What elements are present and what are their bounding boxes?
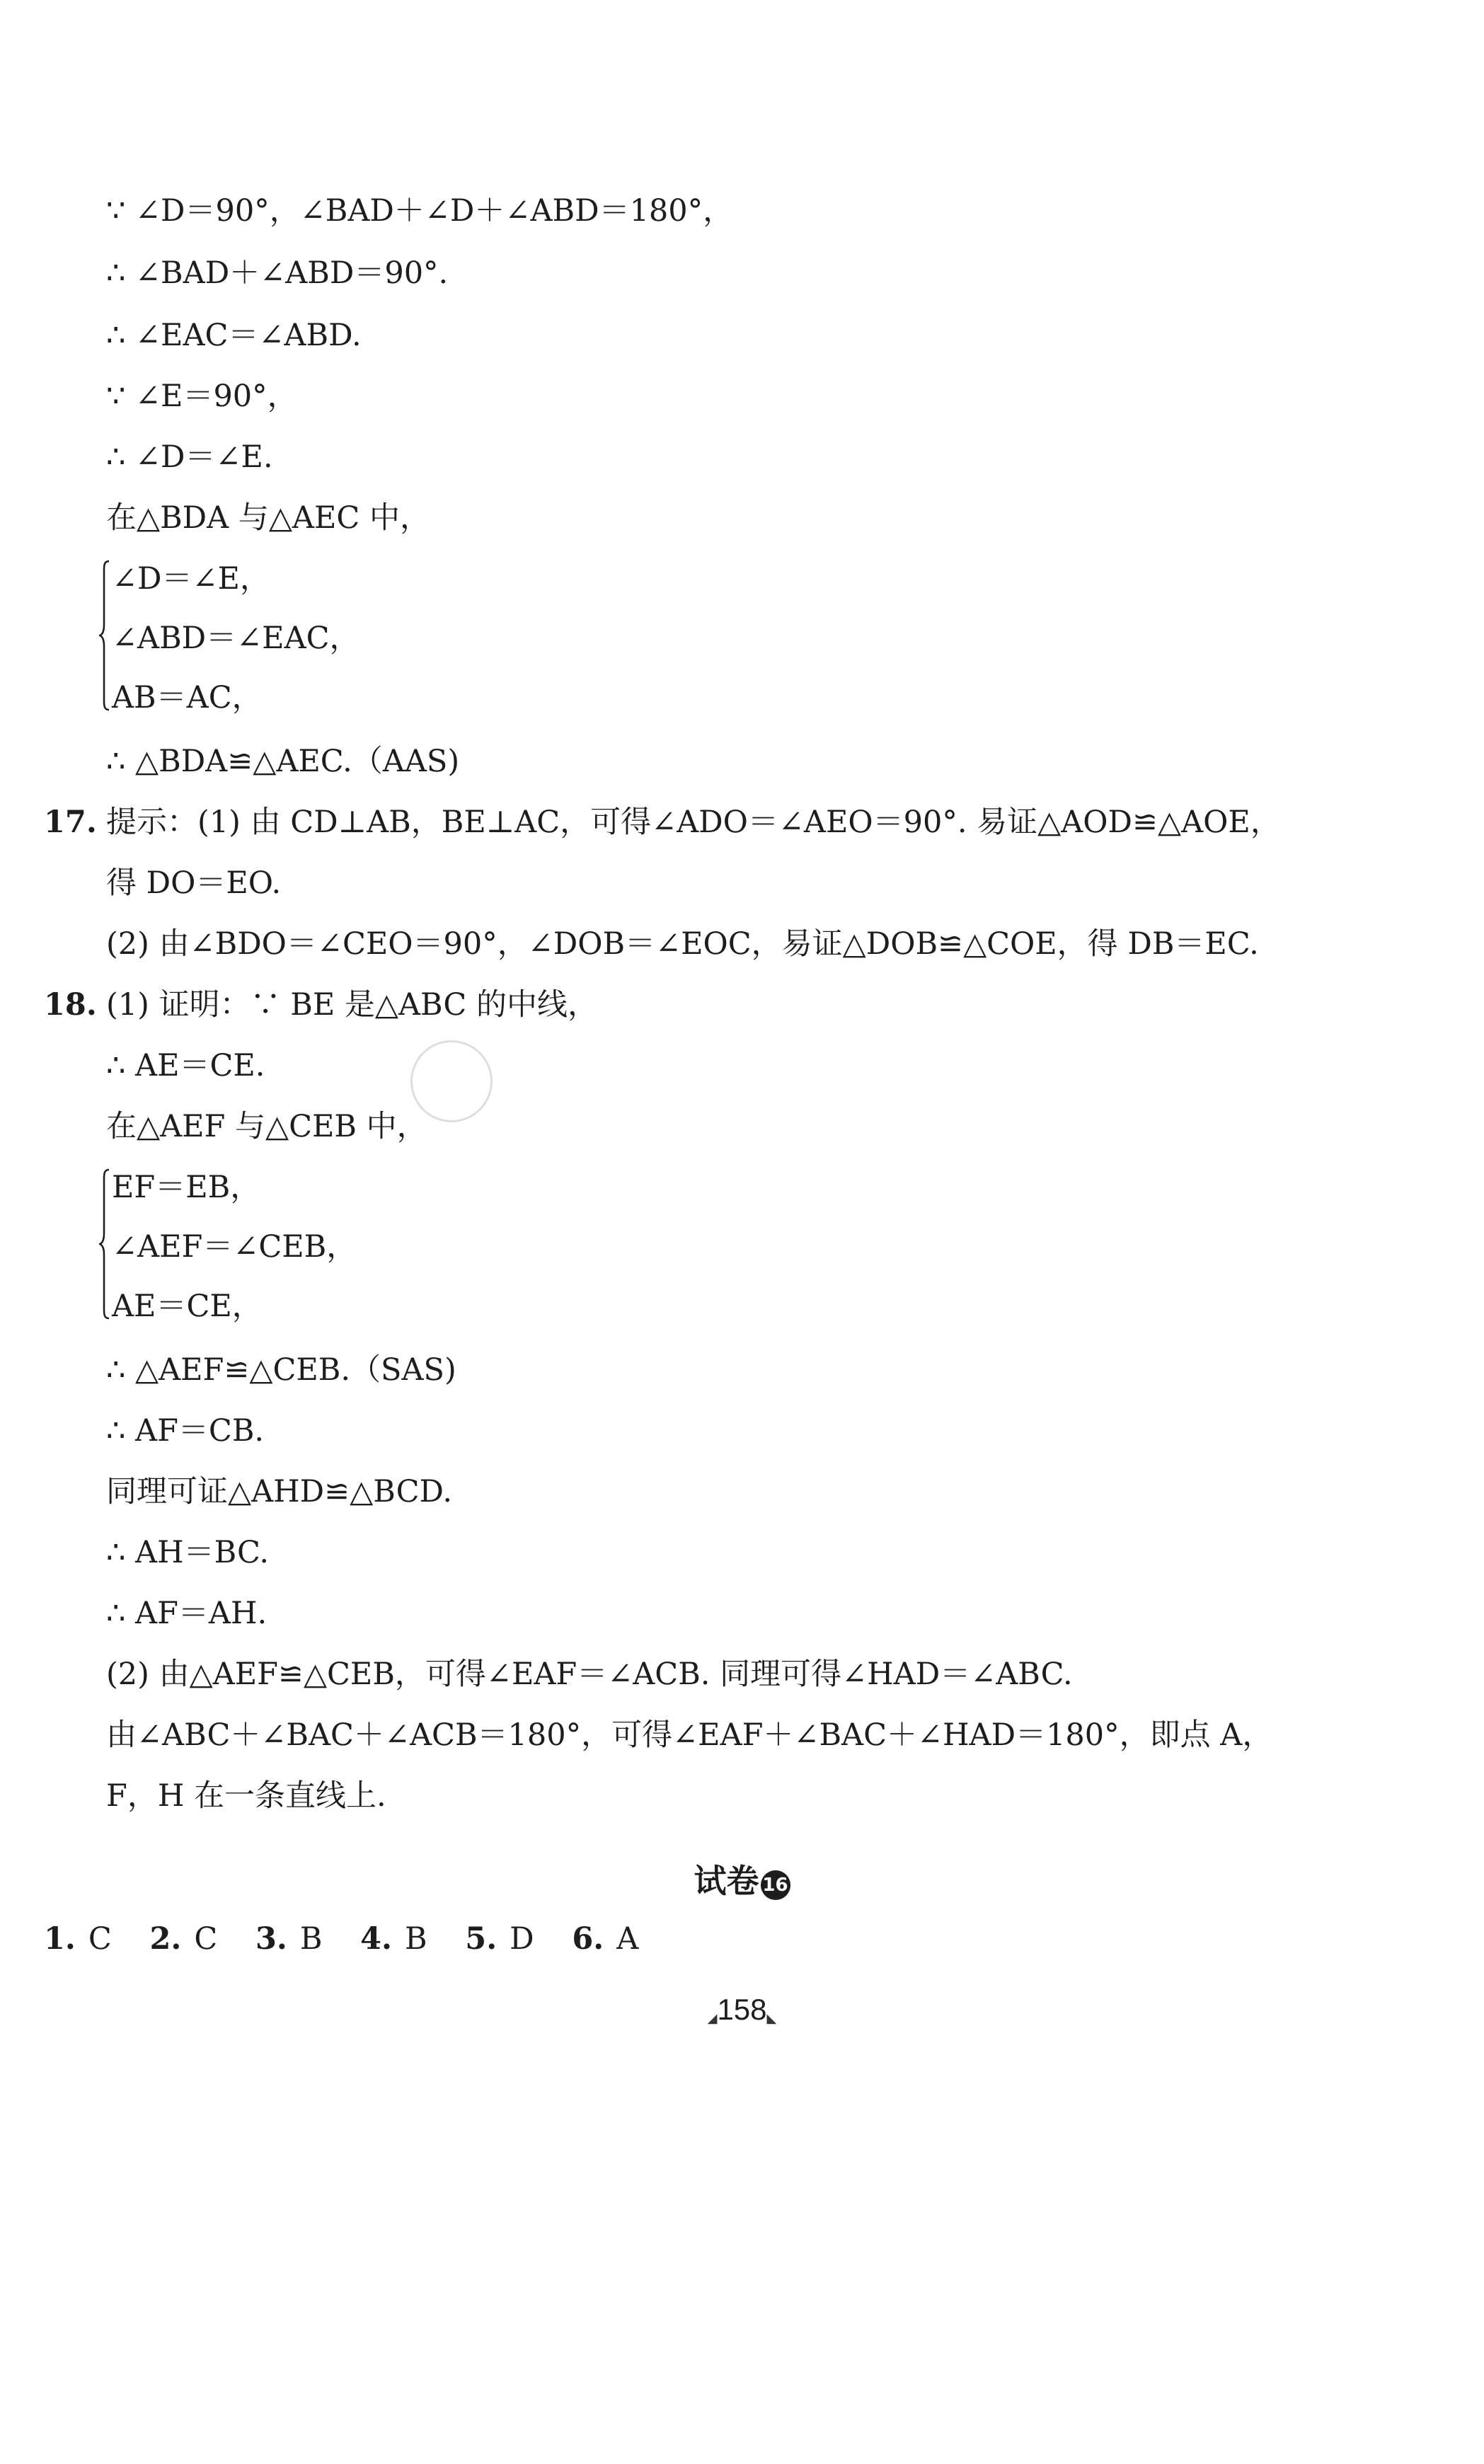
page-number: ◢158◣ [707, 1993, 777, 2026]
equation-system-1 [0, 558, 637, 715]
left-brace-icon [99, 1168, 110, 1320]
q18-line-7: ∴ AH＝BC. [106, 1535, 270, 1570]
proof-line-2: ∴ ∠BAD＋∠ABD＝90°. [106, 255, 449, 291]
system-1-eq-3: AB＝AC， [112, 680, 263, 715]
answer-item: 3. B [255, 1921, 323, 1957]
answer-item: 4. B [360, 1921, 427, 1957]
answer-item: 5. D [465, 1921, 534, 1957]
q17-line-2: 得 DO＝EO. [106, 865, 282, 901]
proof-line-3: ∴ ∠EAC＝∠ABD. [106, 318, 362, 353]
proof-line-5: ∴ ∠D＝∠E. [106, 439, 273, 475]
section-number-badge: 16 [761, 1870, 790, 1900]
q18-line-10: 由∠ABC＋∠BAC＋∠ACB＝180°，可得∠EAF＋∠BAC＋∠HAD＝180°，即点 A， [106, 1717, 1273, 1753]
system-2-eq-2: ∠AEF＝∠CEB， [112, 1229, 357, 1265]
left-brace-icon [99, 560, 110, 711]
q18-line-11: F，H 在一条直线上. [106, 1778, 386, 1814]
section-heading [0, 1860, 1484, 1902]
q18-line-6: 同理可证△AHD≌△BCD. [106, 1474, 453, 1509]
answer-item: 2. C [149, 1921, 218, 1957]
q18-line-1: (1) 证明：∵ BE 是△ABC 的中线， [106, 987, 598, 1023]
system-1-eq-2: ∠ABD＝∠EAC， [112, 621, 360, 656]
system-1-eq-1: ∠D＝∠E， [112, 561, 270, 597]
q18-line-3: 在△AEF 与△CEB 中， [106, 1109, 427, 1144]
q18-line-8: ∴ AF＝AH. [106, 1596, 268, 1631]
q18-line-2: ∴ AE＝CE. [106, 1048, 265, 1083]
equation-system-2 [0, 1166, 637, 1323]
proof-line-4: ∵ ∠E＝90°， [106, 379, 298, 414]
proof-line-conclusion-1: ∴ △BDA≌△AEC.（AAS) [106, 744, 460, 779]
system-2-eq-1: EF＝EB， [112, 1170, 261, 1205]
question-number-18: 18. [44, 987, 97, 1023]
proof-line-1: ∵ ∠D＝90°，∠BAD＋∠D＋∠ABD＝180°， [106, 193, 734, 229]
section-title: 试卷 [694, 1862, 759, 1900]
q17-line-3: (2) 由∠BDO＝∠CEO＝90°，∠DOB＝∠EOC，易证△DOB≌△COE，得 DB＝EC. [106, 926, 1259, 962]
question-number-17: 17. [44, 805, 97, 840]
right-triangle-icon: ◣ [766, 2011, 777, 2025]
q18-line-5: ∴ AF＝CB. [106, 1413, 265, 1449]
system-2-eq-3: AE＝CE， [112, 1289, 263, 1324]
left-triangle-icon: ◢ [707, 2011, 718, 2025]
proof-line-6: 在△BDA 与△AEC 中， [106, 500, 430, 536]
answer-item: 1. C [44, 1921, 112, 1957]
q18-line-9: (2) 由△AEF≌△CEB，可得∠EAF＝∠ACB. 同理可得∠HAD＝∠ABC. [106, 1657, 1073, 1692]
answer-item: 6. A [572, 1921, 639, 1957]
q17-line-1: 提示：(1) 由 CD⊥AB，BE⊥AC，可得∠ADO＝∠AEO＝90°. 易证△AOD≌△AOE， [106, 805, 1281, 840]
answer-list [44, 1918, 667, 1960]
q18-line-4: ∴ △AEF≌△CEB.（SAS) [106, 1352, 456, 1388]
